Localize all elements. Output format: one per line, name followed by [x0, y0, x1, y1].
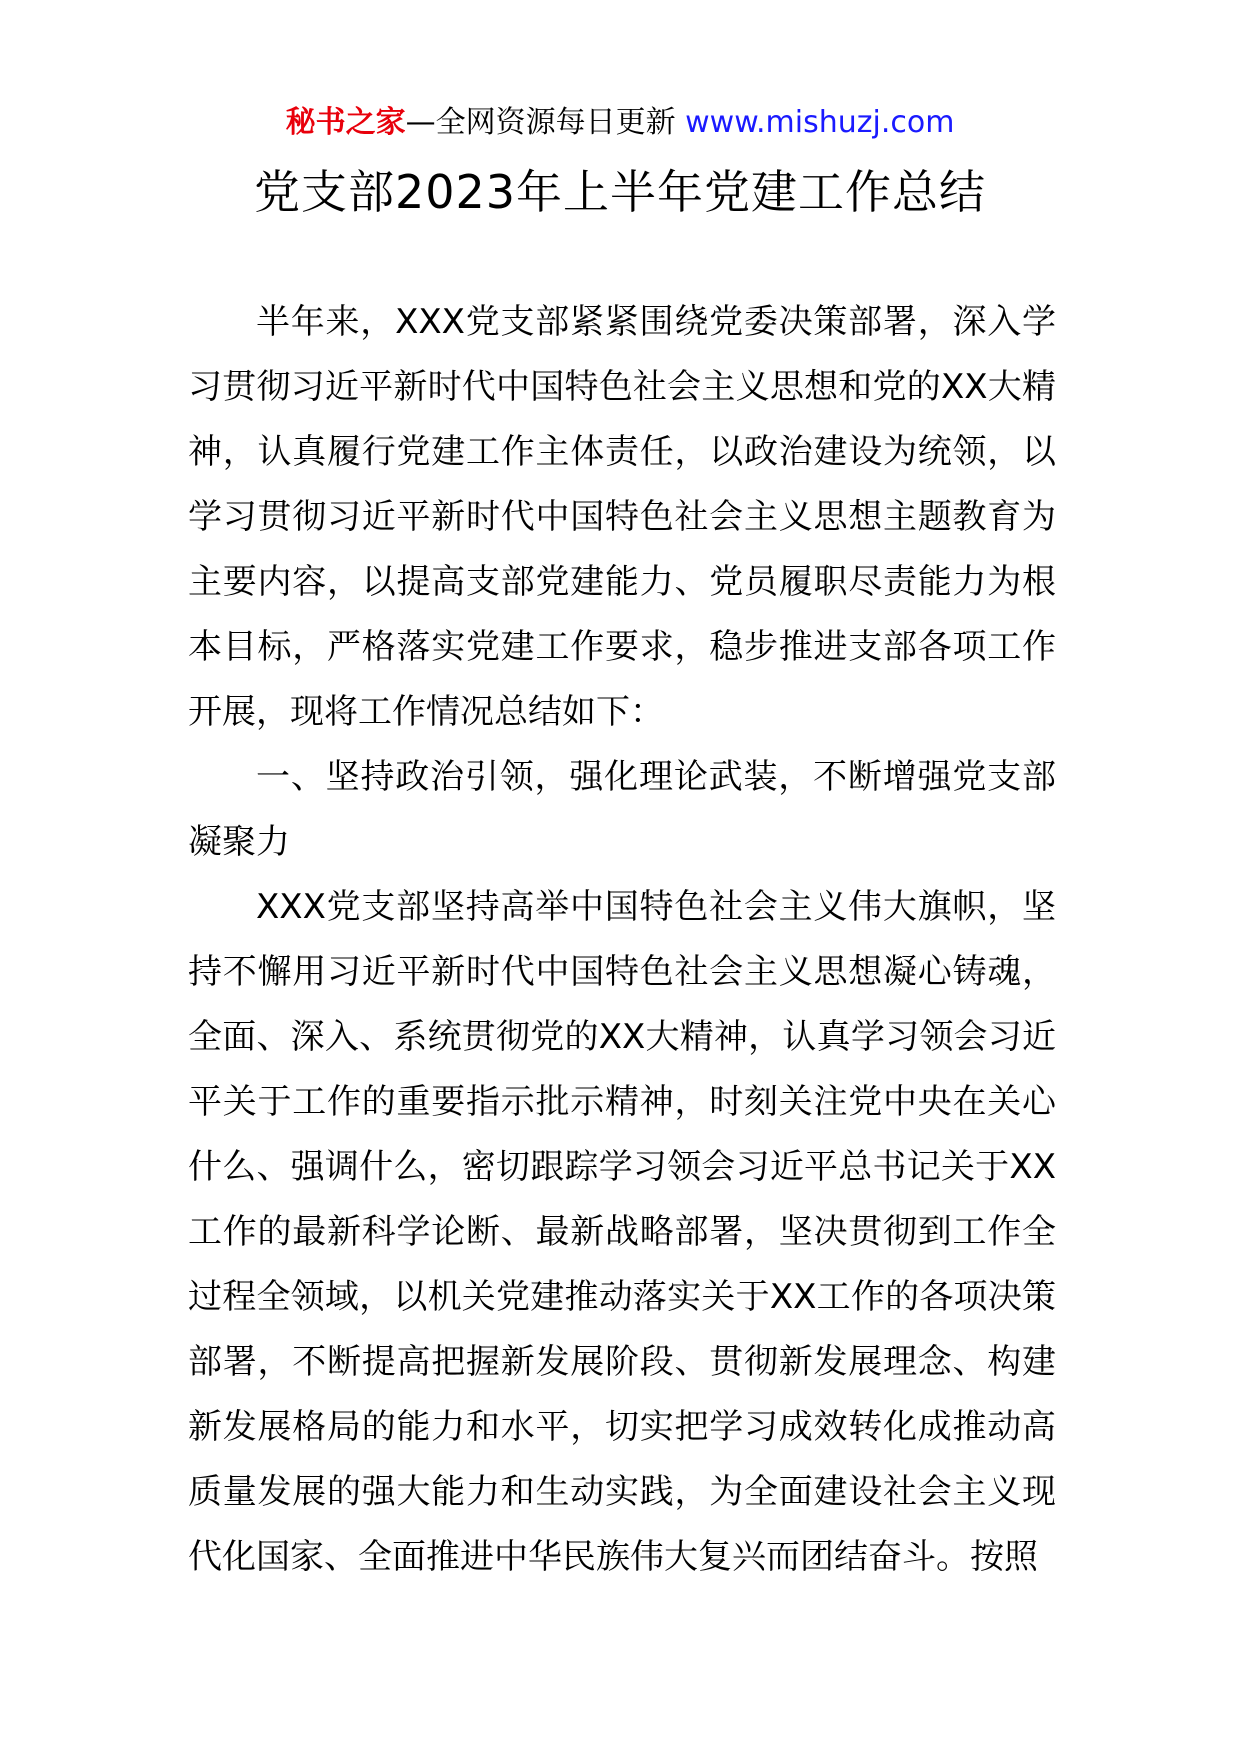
- section-heading-1: 一、坚持政治引领，强化理论武装，不断增强党支部凝聚力: [188, 757, 1056, 862]
- section-1-paragraph: XXX党支部坚持高举中国特色社会主义伟大旗帜，坚持不懈用习近平新时代中国特色社会主义思想凝心铸魂，全面、深入、系统贯彻党的XX大精神，认真学习领会习近平关于工作的重要指示批示精神，时刻关注党中央在关心什么、强调什么，密切跟踪学习领会习近平总书记关于XX工作的最新科学论断、最新战略部署，坚决贯彻到工作全过程全领域，以机关党建推动落实关于XX工作的各项决策部署，不断提高把握新发展阶段、贯彻新发展理念、构建新发展格局的能力和水平，切实把学习成效转化成推动高质量发展的强大能力和生动实践，为全面建设社会主义现代化国家、全面推进中华民族伟大复兴而团结奋斗。按照: [188, 887, 1056, 1577]
- site-header: [0, 102, 1240, 144]
- document-body: [188, 290, 1056, 1590]
- site-url-link[interactable]: www.mishuzj.com: [685, 105, 955, 140]
- document-title: 党支部2023年上半年党建工作总结: [253, 165, 987, 219]
- intro-paragraph: 半年来，XXX党支部紧紧围绕党委决策部署，深入学习贯彻习近平新时代中国特色社会主义思想和党的XX大精神，认真履行党建工作主体责任，以政治建设为统领，以学习贯彻习近平新时代中国特色社会主义思想主题教育为主要内容，以提高支部党建能力、党员履职尽责能力为根本目标，严格落实党建工作要求，稳步推进支部各项工作开展，现将工作情况总结如下：: [188, 302, 1056, 732]
- brand-name: 秘书之家: [285, 105, 406, 140]
- header-tagline: —全网资源每日更新: [405, 105, 676, 140]
